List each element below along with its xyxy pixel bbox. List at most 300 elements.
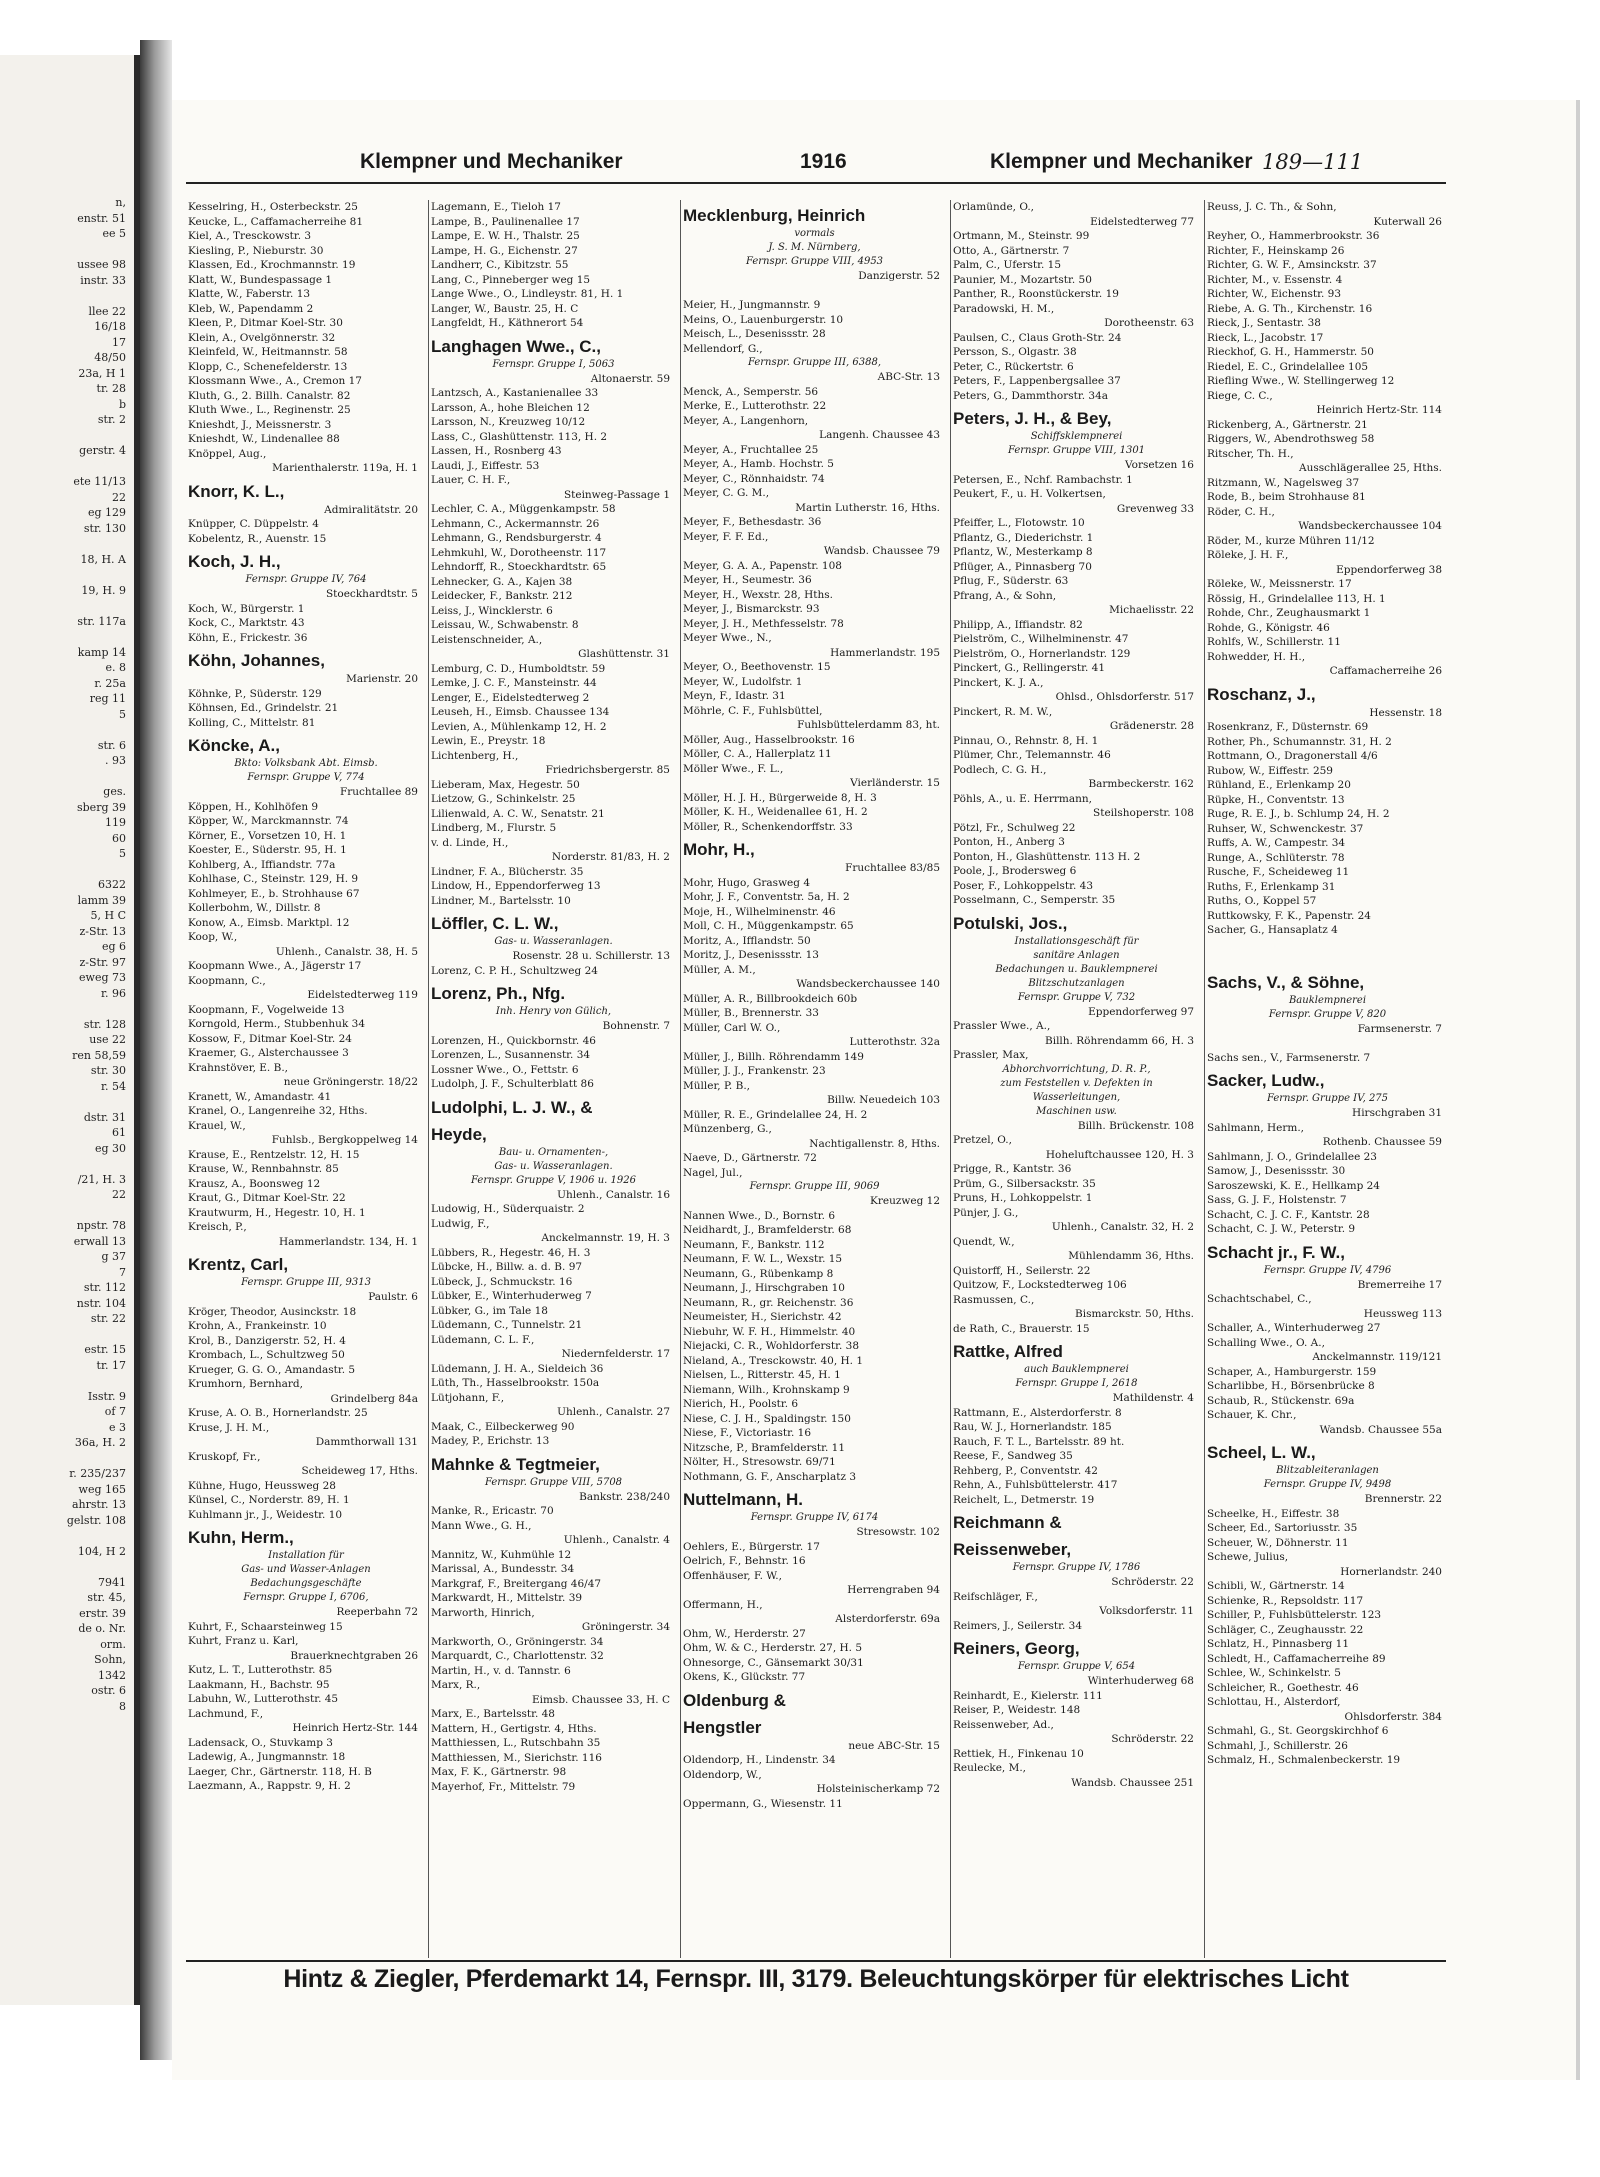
directory-entry: Mayerhof, Fr., Mittelstr. 79 [431,1780,576,1793]
directory-entry: Pinnau, O., Rehnstr. 8, H. 1 [953,734,1099,747]
entry-address-continuation: Kreuzweg 12 [870,1195,940,1207]
directory-entry: Neumann, G., Rübenkamp 8 [683,1267,834,1280]
firm-heading: Köhn, Johannes, [188,651,325,670]
directory-entry: Lange Wwe., O., Lindleystr. 81, H. 1 [431,288,624,300]
entry-address-continuation: Hammerlandstr. 134, H. 1 [278,1235,418,1248]
entry-address-continuation: Wandsb. Chaussee 251 [1071,1776,1194,1789]
directory-entry: Pötzl, Fr., Schulweg 22 [953,821,1076,834]
directory-entry: Rössig, H., Grindelallee 113, H. 1 [1207,592,1386,605]
directory-entry: Pruns, H., Lohkoppelstr. 1 [953,1192,1093,1204]
directory-entry: Quitzow, F., Lockstedterweg 106 [953,1279,1127,1291]
directory-entry: Krol, B., Danzigerstr. 52, H. 4 [188,1334,346,1347]
directory-entry: Meyer, O., Beethovenstr. 15 [683,661,831,673]
directory-entry: Kutz, L. T., Lutterothstr. 85 [188,1664,333,1676]
entry-address-continuation: Winterhuderweg 68 [1087,1675,1194,1687]
directory-entry: Markwardt, H., Mittelstr. 39 [431,1592,583,1604]
directory-entry: Langfeldt, H., Käthnerort 54 [431,317,584,329]
prev-page-line: r. 96 [100,986,126,1000]
directory-entry: Lütjohann, F., [431,1391,505,1404]
firm-heading: Reiners, Georg, [953,1639,1080,1658]
directory-column-4 [950,200,1202,1958]
directory-entry: Meyer, F., Bethesdastr. 36 [683,516,822,528]
entry-address-continuation: Dammthorwall 131 [315,1436,418,1448]
directory-entry: Ruffs, A. W., Campestr. 34 [1207,837,1346,849]
directory-entry: Madey, P., Erichstr. 13 [431,1435,550,1447]
directory-entry: Rusche, F., Scheideweg 11 [1207,866,1350,878]
directory-entry: Niemann, Wilh., Krohnskamp 9 [683,1383,850,1396]
directory-entry: Scheuer, W., Döhnerstr. 11 [1207,1536,1349,1549]
directory-entry: Pflug, F., Süderstr. 63 [953,575,1069,587]
directory-entry: Pielström, C., Wilhelminenstr. 47 [953,633,1129,645]
directory-entry: Reimers, J., Seilerstr. 34 [953,1619,1083,1632]
directory-entry: Laudi, J., Eiffestr. 53 [431,459,540,472]
directory-entry: Knüpper, C. Düppelstr. 4 [188,518,319,530]
entry-address-continuation: Nachtigallenstr. 8, Hths. [809,1137,940,1150]
prev-page-line: str. 22 [90,1312,126,1325]
directory-entry: Müller, A. M., [683,963,756,976]
entry-address-continuation: Vorsetzen 16 [1125,459,1194,471]
header-year: 1916 [800,150,847,173]
prev-page-line: 19, H. 9 [81,583,126,597]
entry-address-continuation: Eppendorferweg 97 [1088,1005,1194,1018]
entry-address-continuation: Schröderstr. 22 [1111,1733,1194,1745]
directory-entry: Kossow, F., Ditmar Koel-Str. 24 [188,1032,352,1045]
directory-entry: Samow, J., Desenissstr. 30 [1207,1165,1346,1177]
prev-page-line: 8 [119,1699,126,1713]
directory-entry: Neumann, F. W. L., Wexstr. 15 [683,1253,843,1265]
entry-address-continuation: Ohlsd., Ohlsdorferstr. 517 [1055,691,1194,703]
prev-page-line: 5, H C [90,909,126,922]
directory-entry: Plümer, Chr., Telemannstr. 46 [953,749,1111,761]
firm-heading: Rattke, Alfred [953,1342,1063,1361]
directory-entry: Möhrle, C. F., Fuhlsbüttel, [683,704,823,717]
directory-entry: Kock, C., Marktstr. 43 [188,617,305,629]
directory-entry: Moll, C. H., Müggenkampstr. 65 [683,920,854,932]
directory-entry: Peters, F., Lappenbergsallee 37 [953,375,1121,387]
prev-page-line: Isstr. 9 [87,1389,126,1403]
prev-page-line: 7941 [98,1575,126,1589]
directory-entry: Nieland, A., Tresckowstr. 40, H. 1 [683,1354,864,1367]
directory-entry: Neumann, J., Hirschgraben 10 [683,1282,845,1294]
directory-entry: Lübbers, R., Hegestr. 46, H. 3 [431,1246,591,1259]
prev-page-line: b [118,397,126,411]
directory-entry: Naeve, D., Gärtnerstr. 72 [683,1152,817,1164]
directory-entry [1207,952,1448,967]
prev-page-line: r. 235/237 [69,1467,126,1480]
directory-entry: Ohm, W., Herderstr. 27 [683,1627,806,1640]
prev-page-line: kamp 14 [77,645,126,659]
directory-entry: Keucke, L., Caffamacherreihe 81 [188,215,364,228]
directory-entry: Meyer, H., Seumestr. 36 [683,574,812,586]
prev-page-line: erstr. 39 [79,1606,126,1620]
directory-entry: Runge, A., Schlüterstr. 78 [1207,851,1345,864]
directory-entry: Sass, G. J. F., Holstenstr. 7 [1207,1194,1347,1206]
entry-address-continuation: Mühlendamm 36, Hths. [1068,1250,1194,1262]
directory-entry: Röder, M., kurze Mühren 11/12 [1207,534,1375,547]
directory-entry: Knöppel, Aug., [188,447,267,460]
directory-entry: Prassler, Max, [953,1049,1029,1061]
directory-entry: Rau, W. J., Hornerlandstr. 185 [953,1421,1112,1433]
entry-address-continuation: Holsteinischerkamp 72 [816,1783,940,1795]
prev-page-line: str. 117a [77,614,126,628]
firm-subline: Fernspr. Gruppe VIII, 5708 [484,1476,623,1488]
entry-address-continuation: Scheideweg 17, Hths. [301,1465,418,1477]
directory-entry: Krautwurm, H., Hegestr. 10, H. 1 [188,1206,366,1219]
directory-column-5 [1204,200,1450,1958]
firm-subline: Bauklempnerei [1288,994,1367,1006]
prev-page-line: 17 [112,335,126,349]
directory-entry: Kuhlmann jr., J., Weidestr. 10 [188,1508,343,1521]
entry-address-continuation: Marienstr. 20 [346,673,418,685]
entry-address-continuation: Fruchtallee 83/85 [845,862,940,874]
directory-entry: Klopp, C., Schenefelderstr. 13 [188,360,348,373]
entry-address-continuation: Anckelmannstr. 19, H. 3 [541,1232,670,1244]
directory-entry: Lagemann, E., Tieloh 17 [431,201,561,213]
entry-address-continuation: Hirschgraben 31 [1352,1107,1442,1119]
prev-page-line: ussee 98 [77,258,126,271]
firm-subline: Fernspr. Gruppe V, 654 [1017,1661,1136,1672]
directory-entry: Nölter, H., Stresowstr. 69/71 [683,1456,836,1468]
footer-advertisement: Hintz & Ziegler, Pferdemarkt 14, Fernspr. III, 3179. Beleuchtungskörper für elektrisches Licht [283,1965,1349,1993]
firm-subline: Installationsgeschäft für [1014,935,1139,947]
prev-page-line [0,1327,134,1343]
directory-entry: Leissau, W., Schwabenstr. 8 [431,619,579,631]
directory-entry: Neumeister, H., Sierichstr. 42 [683,1311,842,1323]
firm-heading: Schacht jr., F. W., [1207,1242,1345,1262]
directory-entry: Markgraf, F., Breitergang 46/47 [431,1577,602,1590]
directory-entry: Poser, F., Lohkoppelstr. 43 [953,879,1094,892]
directory-entry: Pflantz, G., Diederichstr. 1 [953,531,1094,544]
prev-page-line: reg 11 [89,692,126,705]
entry-address-continuation: Marienthalerstr. 119a, H. 1 [272,462,418,474]
prev-page-line: eg 30 [94,1141,126,1155]
directory-entry: Kruse, A. O. B., Hornerlandstr. 25 [188,1407,368,1419]
firm-subline: Blitzableiteranlagen [1276,1465,1379,1476]
prev-page-line: str. 45, [87,1591,126,1604]
directory-entry: Rode, B., beim Strohhause 81 [1207,491,1366,503]
directory-entry: Meyer, C., Rönnhaidstr. 74 [683,472,825,485]
directory-entry: Oehlers, E., Bürgerstr. 17 [683,1540,820,1553]
directory-entry: Marissal, A., Bundesstr. 34 [431,1563,575,1575]
firm-heading: Roschanz, J., [1207,684,1316,704]
directory-entry: Rother, Ph., Schumannstr. 31, H. 2 [1207,735,1392,748]
prev-page-line: Sohn, [94,1653,126,1666]
directory-entry: Rosenkranz, F., Düsternstr. 69 [1207,721,1369,733]
directory-entry: Kohlhase, C., Steinstr. 129, H. 9 [188,873,359,885]
prev-page-line: n, [115,196,126,209]
directory-entry: Röder, C. H., [1207,505,1275,518]
directory-entry: Lechler, C. A., Müggenkampstr. 58 [431,503,616,515]
firm-subline: Fernspr. Gruppe I, 6706, [243,1592,369,1603]
prev-page-line [0,722,134,738]
directory-entry: Schmahl, G., St. Georgskirchhof 6 [1207,1725,1389,1737]
entry-address-continuation: Gröningerstr. 34 [581,1621,670,1633]
entry-address-continuation: Schröderstr. 22 [1111,1576,1194,1588]
directory-entry: Larsson, N., Kreuzweg 10/12 [431,416,586,428]
directory-entry: Maak, C., Eilbeckerweg 90 [431,1420,575,1433]
directory-entry: Klatt, W., Bundespassage 1 [188,273,333,286]
prev-page-line: lamm 39 [77,893,126,907]
entry-address-continuation: Vierländerstr. 15 [850,777,940,789]
directory-entry: Möller, K. H., Weidenallee 61, H. 2 [683,806,868,818]
directory-entry: Rottmann, O., Dragonerstall 4/6 [1207,750,1378,762]
entry-address-continuation: Ohlsdorferstr. 384 [1344,1710,1442,1723]
entry-address-continuation: Michaelisstr. 22 [1109,604,1194,616]
entry-address-continuation: Steilshoperstr. 108 [1093,807,1194,819]
prev-page-line: 5 [119,847,126,860]
directory-entry: Reulecke, M., [953,1762,1027,1774]
firm-subline: Installation für [268,1550,344,1561]
firm-subline: Bkto: Volksbank Abt. Eimsb. [234,758,378,769]
directory-entry: Pflantz, W., Mesterkamp 8 [953,546,1093,558]
directory-entry: Pinckert, G., Rellingerstr. 41 [953,662,1106,674]
directory-entry: Müller, P. B., [683,1079,750,1092]
previous-page-edge [0,55,140,2005]
entry-address-continuation: Lutterothstr. 32a [849,1036,940,1048]
directory-entry: Künsel, C., Norderstr. 89, H. 1 [188,1494,350,1506]
entry-address-continuation: Wandsb. Chaussee 79 [823,545,940,557]
directory-entry: Laeger, Chr., Gärtnerstr. 118, H. B [188,1765,372,1778]
directory-entry: Paradowski, H. M., [953,302,1055,315]
entry-address-continuation: Alsterdorferstr. 69a [835,1613,940,1625]
directory-entry: Pretzel, O., [953,1134,1012,1146]
directory-entry: Möller, Aug., Hasselbrookstr. 16 [683,733,855,746]
directory-entry: Moje, H., Wilhelminenstr. 46 [683,905,836,918]
directory-entry: Matthiessen, M., Sierichstr. 116 [431,1751,602,1764]
prev-page-line: sberg 39 [77,800,126,814]
directory-entry: Ruths, O., Koppel 57 [1207,895,1317,907]
directory-entry: Möller Wwe., F. L., [683,762,784,775]
prev-page-line [0,1559,134,1575]
entry-address-continuation: Grädenerstr. 28 [1109,720,1194,732]
prev-page-line: 119 [105,816,126,829]
directory-entry: Lehmann, C., Ackermannstr. 26 [431,517,600,530]
directory-entry: Krause, E., Rentzelstr. 12, H. 15 [188,1148,360,1161]
directory-entry: Reese, F., Sandweg 35 [953,1450,1073,1462]
prev-page-line [0,242,134,258]
firm-subline: Fernspr. Gruppe V, 820 [1268,1008,1387,1020]
directory-entry: Korngold, Herm., Stubbenhuk 34 [188,1018,366,1030]
firm-subline: Fernspr. Gruppe III, 9069 [749,1181,880,1192]
header-left-title: Klempner und Mechaniker [360,150,623,173]
prev-page-line: g 37 [101,1250,126,1263]
directory-entry: Marx, E., Bartelsstr. 48 [431,1708,555,1720]
firm-subline: zum Feststellen v. Defekten in [1000,1077,1153,1089]
directory-entry: Pfeiffer, L., Flotowstr. 10 [953,517,1085,529]
directory-entry: Ortmann, M., Steinstr. 99 [953,230,1090,242]
entry-address-continuation: Uhlenh., Canalstr. 27 [557,1406,670,1418]
entry-address-continuation: Glashüttenstr. 31 [578,648,670,660]
prev-page-line: e 3 [108,1420,126,1434]
directory-entry: Lantzsch, A., Kastanienallee 33 [431,387,599,399]
directory-entry: Moritz, A., Ifflandstr. 50 [683,934,811,947]
entry-address-continuation: Uhlenh., Canalstr. 4 [563,1534,670,1546]
directory-entry: Müller, J. J., Frankenstr. 23 [683,1065,826,1077]
entry-address-continuation: Danzigerstr. 52 [858,270,940,282]
directory-entry: Krombach, L., Schultzweg 50 [188,1349,345,1361]
directory-entry: Prigge, R., Kantstr. 36 [953,1163,1072,1175]
prev-page-line: 23a, H 1 [78,366,126,380]
firm-heading: Potulski, Jos., [953,913,1068,933]
directory-entry: Mannitz, W., Kuhmühle 12 [431,1548,572,1561]
directory-entry: Kobelentz, R., Auenstr. 15 [188,532,327,545]
prev-page-line: gerstr. 4 [79,444,126,457]
firm-heading: Scheel, L. W., [1207,1443,1316,1462]
firm-heading: Mahnke & Tegtmeier, [431,1454,600,1474]
firm-heading: Oldenburg & [683,1690,786,1710]
entry-address-continuation: Bremerreihe 17 [1357,1278,1442,1291]
directory-entry: Laezmann, A., Rappstr. 9, H. 2 [188,1780,351,1792]
directory-entry: Lüth, Th., Hasselbrookstr. 150a [431,1377,600,1389]
entry-address-continuation: Billw. Neuedeich 103 [827,1094,940,1106]
directory-entry: Posselmann, C., Semperstr. 35 [953,894,1116,906]
directory-entry: Neumann, F., Bankstr. 112 [683,1238,825,1251]
directory-entry: Krahnstöver, E. B., [188,1061,288,1074]
directory-entry: Pinckert, K. J. A., [953,676,1044,689]
prev-page-line [0,1156,134,1172]
firm-heading: Heyde, [431,1124,487,1144]
directory-entry: Richter, M., v. Essenstr. 4 [1207,273,1343,286]
firm-subline: Gas- u. Wasseranlagen. [494,936,613,947]
firm-subline: Fernspr. Gruppe I, 2618 [1015,1378,1138,1389]
directory-entry: Mellendorf, G., [683,342,763,355]
directory-entry: Rehberg, P., Conventstr. 42 [953,1464,1098,1477]
firm-heading: Köncke, A., [188,736,280,755]
firm-subline: Fernspr. Gruppe IV, 1786 [1012,1562,1141,1573]
firm-heading: Ludolphi, L. J. W., & [431,1097,593,1117]
directory-entry: Rohwedder, H. H., [1207,650,1306,663]
prev-page-line: gelstr. 108 [66,1513,126,1527]
entry-address-continuation: ABC-Str. 13 [877,371,940,383]
directory-entry: Möller, R., Schenkendorffstr. 33 [683,820,853,833]
directory-entry: Kleen, P., Ditmar Koel-Str. 30 [188,317,343,329]
directory-entry: Richter, F., Heinskamp 26 [1207,244,1345,257]
directory-entry: Schacht, C. J. W., Peterstr. 9 [1207,1223,1356,1235]
directory-entry: Kolling, C., Mittelstr. 81 [188,716,316,729]
prev-page-line [0,1373,134,1389]
directory-entry: Lehmkuhl, W., Dorotheenstr. 117 [431,546,607,559]
prev-page-line: use 22 [89,1033,126,1046]
firm-heading: Reichmann & [953,1513,1062,1532]
directory-entry: Schledt, H., Caffamacherreihe 89 [1207,1652,1386,1665]
firm-subline: Gas- u. Wasseranlagen. [494,1160,613,1172]
directory-entry: Riggers, W., Abendrothsweg 58 [1207,433,1375,445]
directory-entry: Lindner, F. A., Blücherstr. 35 [431,865,584,878]
prev-page-line [0,1203,134,1219]
entry-address-continuation: Barmbeckerstr. 162 [1088,778,1194,790]
directory-entry: Merke, E., Lutterothstr. 22 [683,400,827,412]
firm-heading: Krentz, Carl, [188,1255,289,1274]
directory-entry: Rohde, G., Königstr. 46 [1207,621,1330,634]
directory-entry: Krausz, A., Boonsweg 12 [188,1177,321,1190]
entry-address-continuation: Rosenstr. 28 u. Schillerstr. 13 [512,950,670,962]
prev-page-line: eg 6 [101,940,126,953]
prev-page-line: ges. [103,785,126,798]
directory-entry: Schlottau, H., Alsterdorf, [1207,1696,1341,1708]
entry-address-continuation: Bankstr. 238/240 [579,1490,670,1503]
entry-address-continuation: Rothenb. Chaussee 59 [1322,1136,1442,1148]
directory-entry: Kluth Wwe., L., Reginenstr. 25 [188,404,351,416]
directory-entry: Lorenzen, L., Susannenstr. 34 [431,1049,591,1061]
firm-heading: Koch, J. H., [188,552,281,571]
entry-address-continuation: Anckelmannstr. 119/121 [1312,1351,1442,1363]
directory-entry: Schibli, W., Gärtnerstr. 14 [1207,1580,1345,1592]
entry-address-continuation: Hornerlandstr. 240 [1340,1565,1442,1578]
directory-entry: Lemburg, C. D., Humboldtstr. 59 [431,662,606,675]
directory-entry: Kiel, A., Tresckowstr. 3 [188,230,312,242]
directory-entry: Levien, A., Mühlenkamp 12, H. 2 [431,720,607,733]
firm-subline: auch Bauklempnerei [1024,1364,1129,1375]
entry-address-continuation: Grindelberg 84a [330,1392,418,1405]
prev-page-line: str. 30 [90,1064,126,1077]
directory-entry: Schauer, K. Chr., [1207,1409,1297,1421]
directory-entry: Leuseh, H., Eimsb. Chaussee 134 [431,706,610,718]
prev-page-line: /21, H. 3 [77,1172,126,1186]
directory-entry: Koop, W., [188,931,238,943]
prev-page-line: ete 11/13 [73,475,126,488]
directory-entry: Manke, R., Ericastr. 70 [431,1505,554,1517]
firm-heading: Mohr, H., [683,840,755,859]
prev-page-line: z-Str. 97 [79,955,126,969]
directory-entry: Reuss, J. C. Th., & Sohn, [1207,201,1337,213]
prev-page-line: of 7 [104,1405,126,1418]
directory-entry: Leiss, J., Wincklerstr. 6 [431,604,553,617]
firm-subline: Maschinen usw. [1036,1105,1117,1117]
directory-entry: Meyer, G. A. A., Papenstr. 108 [683,559,842,572]
directory-entry: Lassen, H., Rosnberg 43 [431,445,562,457]
directory-entry: Müller, A. R., Billbrookdeich 60b [683,992,858,1005]
prev-page-line: ren 58,59 [72,1048,126,1062]
directory-entry: Kleb, W., Papendamm 2 [188,302,314,315]
entry-address-continuation: Fruchtallee 89 [339,786,418,798]
firm-subline: Bedachungsgeschäfte [250,1578,362,1589]
firm-heading: Hengstler [683,1717,762,1737]
directory-entry: Richter, G. W. F., Amsinckstr. 37 [1207,259,1377,271]
firm-subline: Wasserleitungen, [1032,1091,1121,1103]
prev-page-line: r. 25a [94,676,126,690]
directory-entry: Saroszewski, K. E., Hellkamp 24 [1207,1179,1380,1192]
directory-entry: Lieberam, Max, Hegestr. 50 [431,778,580,791]
directory-entry: Laakmann, H., Bachstr. 95 [188,1678,330,1691]
directory-entry: Koester, E., Süderstr. 95, H. 1 [188,844,347,856]
prev-page-line: tr. 17 [96,1358,126,1372]
prev-page-line: de o. Nr. [78,1622,126,1635]
directory-entry: Lüdemann, J. H. A., Sieldeich 36 [431,1362,604,1375]
directory-entry: Poole, J., Brodersweg 6 [953,865,1077,877]
firm-subline: Bau- u. Ornamenten-, [498,1146,609,1158]
firm-heading: Mecklenburg, Heinrich [683,206,866,225]
directory-entry: Menck, A., Semperstr. 56 [683,385,819,398]
entry-address-continuation: Admiralitätstr. 20 [324,503,418,516]
firm-subline: Blitzschutzanlagen [1028,977,1125,989]
directory-entry: Krauel, W., [188,1119,246,1132]
directory-entry: Lindner, M., Bartelsstr. 10 [431,894,571,907]
prev-page-line [0,536,134,552]
prev-page-line: tr. 28 [96,382,126,395]
entry-address-continuation: Martin Lutherstr. 16, Hths. [795,501,940,514]
firm-subline: Fernspr. Gruppe IV, 6174 [750,1512,879,1523]
directory-entry: Panther, R., Roonstückerstr. 19 [953,288,1119,300]
directory-entry: Ohm, W. & C., Herderstr. 27, H. 5 [683,1642,863,1654]
directory-entry: Rattmann, E., Alsterdorferstr. 8 [953,1406,1122,1419]
directory-entry: Nothmann, G. F., Anscharplatz 3 [683,1470,857,1483]
directory-entry: Paunier, M., Mozartstr. 50 [953,273,1092,286]
directory-entry: Schaller, A., Winterhuderweg 27 [1207,1322,1381,1334]
entry-address-continuation: Fuhlsb., Bergkoppelweg 14 [271,1134,418,1146]
prev-page-line [0,769,134,785]
directory-entry: Schewe, Julius, [1207,1551,1289,1563]
directory-entry: de Rath, C., Brauerstr. 15 [953,1322,1090,1335]
